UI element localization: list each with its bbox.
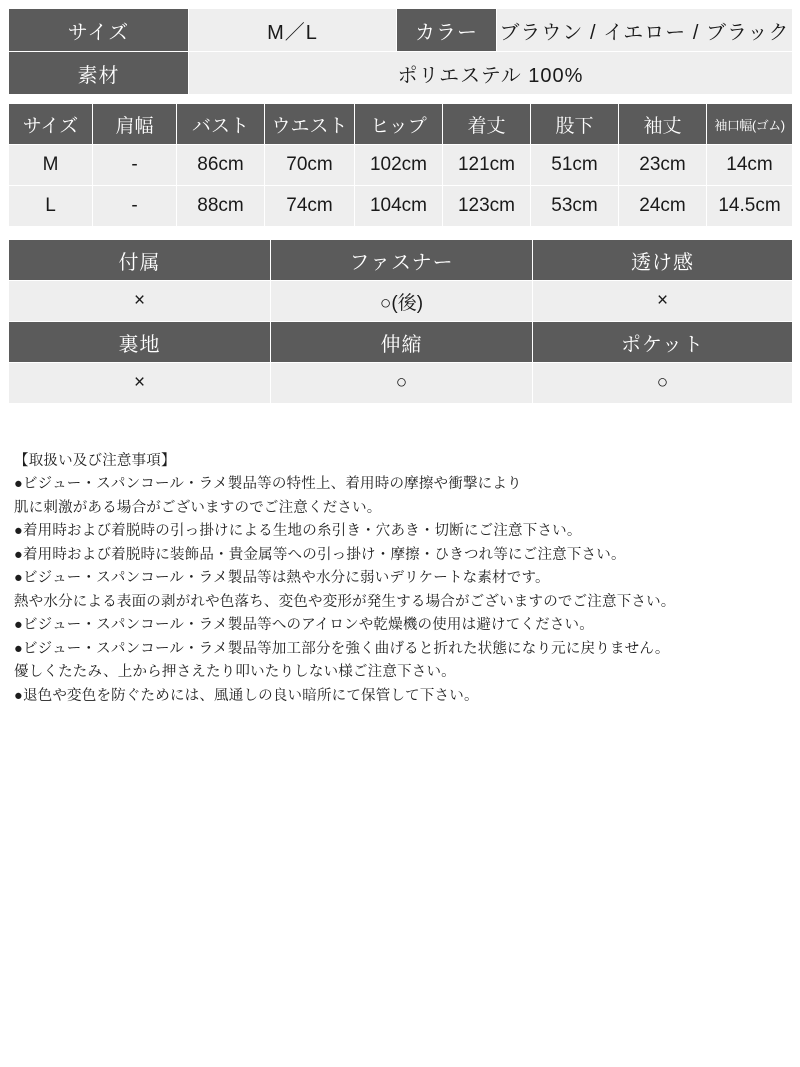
feature-header-stretch: 伸縮	[271, 322, 533, 363]
measure-header-inseam: 股下	[531, 104, 619, 145]
features-table	[8, 239, 793, 404]
care-note-line: 熱や水分による表面の剥がれや色落ち、変色や変形が発生する場合がございますのでご注意下さい。	[14, 593, 676, 610]
measure-header-shoulder: 肩幅	[93, 104, 177, 145]
measure-m-hip: 102cm	[355, 145, 443, 186]
measure-m-size: M	[9, 145, 93, 186]
measure-header-waist: ウエスト	[265, 104, 355, 145]
measure-l-shoulder: -	[93, 186, 177, 227]
care-note-line: ●ビジュー・スパンコール・ラメ製品等へのアイロンや乾燥機の使用は避けてください。	[14, 617, 594, 634]
care-note-line: ●ビジュー・スパンコール・ラメ製品等は熱や水分に弱いデリケートな素材です。	[14, 570, 550, 587]
feature-value-lining: ×	[9, 363, 271, 404]
features-value-row-1	[9, 281, 793, 322]
measure-header-bust: バスト	[177, 104, 265, 145]
feature-value-stretch: ○	[271, 363, 533, 404]
table-row	[9, 9, 793, 52]
care-note-line: ●退色や変色を防ぐためには、風通しの良い暗所にて保管して下さい。	[14, 687, 479, 704]
basic-color-header: カラー	[397, 9, 497, 52]
feature-header-pocket: ポケット	[533, 322, 793, 363]
basic-size-header: サイズ	[9, 9, 189, 52]
feature-value-accessory: ×	[9, 281, 271, 322]
basic-material-header: 素材	[9, 52, 189, 95]
care-notes-title: 【取扱い及び注意事項】	[14, 453, 176, 469]
basic-size-value: M／L	[189, 9, 397, 52]
measure-header-cuff: 袖口幅(ゴム)	[707, 104, 793, 145]
feature-value-zipper: ○(後)	[271, 281, 533, 322]
basic-color-value: ブラウン / イエロー / ブラック	[497, 9, 793, 52]
table-row	[9, 145, 793, 186]
measure-l-size: L	[9, 186, 93, 227]
measure-m-bust: 86cm	[177, 145, 265, 186]
measure-m-inseam: 51cm	[531, 145, 619, 186]
features-value-row-2	[9, 363, 793, 404]
measure-header-length: 着丈	[443, 104, 531, 145]
measure-header-size: サイズ	[9, 104, 93, 145]
care-note-line: ●ビジュー・スパンコール・ラメ製品等の特性上、着用時の摩擦や衝撃により	[14, 476, 522, 493]
basic-material-value: ポリエステル 100%	[189, 52, 793, 95]
table-row	[9, 186, 793, 227]
feature-value-sheerness: ×	[533, 281, 793, 322]
measure-l-length: 123cm	[443, 186, 531, 227]
table-row	[9, 52, 793, 95]
measure-l-hip: 104cm	[355, 186, 443, 227]
basic-info-table	[8, 8, 793, 95]
measure-m-sleeve: 23cm	[619, 145, 707, 186]
measure-m-shoulder: -	[93, 145, 177, 186]
measure-l-bust: 88cm	[177, 186, 265, 227]
care-note-line: 優しくたたみ、上から押さえたり叩いたりしない様ご注意下さい。	[14, 664, 456, 681]
feature-header-accessory: 付属	[9, 240, 271, 281]
feature-header-zipper: ファスナー	[271, 240, 533, 281]
care-notes	[8, 450, 792, 708]
measure-m-cuff: 14cm	[707, 145, 793, 186]
care-note-line: 肌に刺激がある場合がございますのでご注意ください。	[14, 499, 382, 516]
feature-header-sheerness: 透け感	[533, 240, 793, 281]
care-note-line: ●着用時および着脱時の引っ掛けによる生地の糸引き・穴あき・切断にご注意下さい。	[14, 523, 582, 540]
measure-header-hip: ヒップ	[355, 104, 443, 145]
measure-header-sleeve: 袖丈	[619, 104, 707, 145]
care-note-line: ●着用時および着脱時に装飾品・貴金属等への引っ掛け・摩擦・ひきつれ等にご注意下さい。	[14, 546, 626, 563]
features-header-row-1	[9, 240, 793, 281]
care-note-line: ●ビジュー・スパンコール・ラメ製品等加工部分を強く曲げると折れた状態になり元に戻りません。	[14, 640, 670, 657]
measure-l-inseam: 53cm	[531, 186, 619, 227]
measurements-header-row	[9, 104, 793, 145]
measurements-table	[8, 103, 793, 227]
feature-value-pocket: ○	[533, 363, 793, 404]
feature-header-lining: 裏地	[9, 322, 271, 363]
features-header-row-2	[9, 322, 793, 363]
measure-m-length: 121cm	[443, 145, 531, 186]
measure-l-waist: 74cm	[265, 186, 355, 227]
measure-l-cuff: 14.5cm	[707, 186, 793, 227]
measure-m-waist: 70cm	[265, 145, 355, 186]
measure-l-sleeve: 24cm	[619, 186, 707, 227]
